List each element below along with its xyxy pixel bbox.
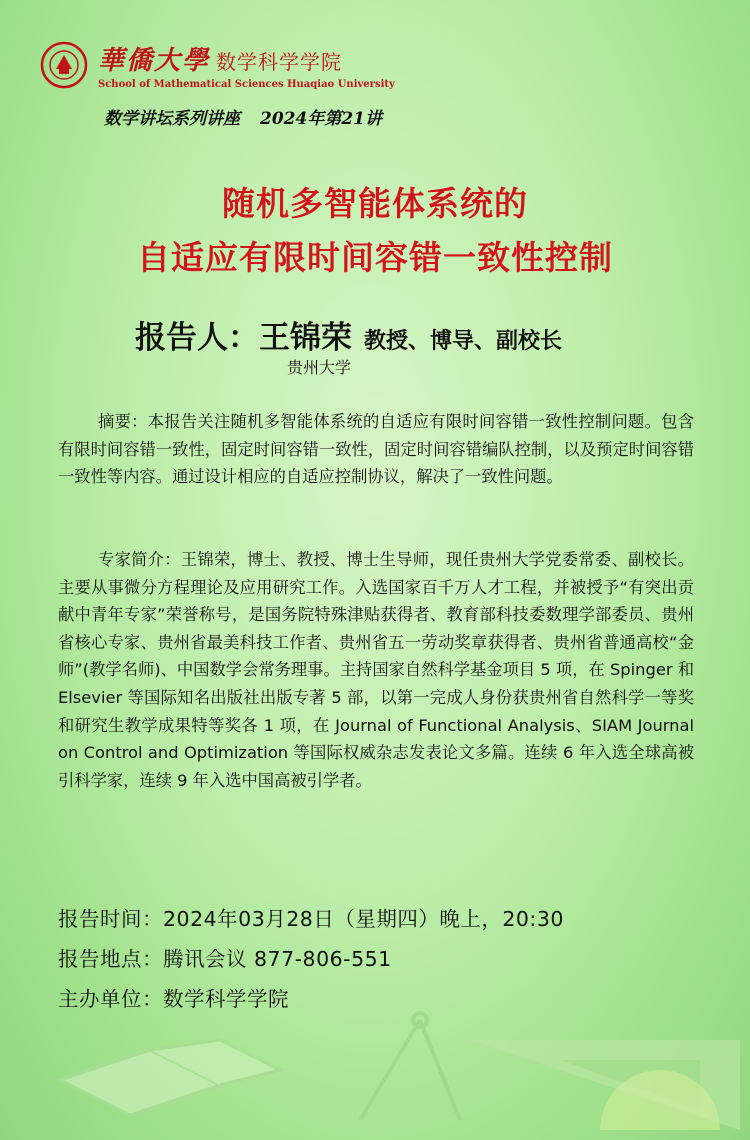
- compass-icon: [360, 1013, 460, 1120]
- university-name-cn: 華僑大學: [98, 46, 211, 76]
- talk-time: 报告时间：2024年03月28日（星期四）晚上，20:30: [58, 907, 564, 931]
- series-issue: 2024年第21讲: [260, 109, 382, 129]
- talk-title-line1: 随机多智能体系统的: [222, 184, 528, 223]
- speaker: [135, 312, 562, 357]
- open-book-icon: [60, 1040, 280, 1115]
- school-name-en: School of Mathematical Sciences Huaqiao University: [98, 79, 395, 90]
- university-seal-icon: [40, 41, 88, 89]
- talk-host: 主办单位：数学科学学院: [58, 987, 289, 1011]
- talk-place: 报告地点：腾讯会议 877-806-551: [58, 947, 392, 971]
- speaker-name: 报告人：王锦荣: [135, 320, 352, 356]
- series-name: 数学讲坛系列讲座: [104, 109, 240, 129]
- protractor-icon: [600, 1070, 720, 1130]
- speaker-titles: 教授、博导、副校长: [364, 329, 563, 354]
- talk-title-line2: 自适应有限时间容错一致性控制: [137, 238, 613, 277]
- set-square-icon: [470, 1040, 740, 1130]
- lecture-series: [104, 104, 402, 129]
- speaker-affiliation: 贵州大学: [287, 358, 352, 377]
- bio-paragraph: 专家简介：王锦荣，博士、教授、博士生导师，现任贵州大学党委常委、副校长。主要从事微分方程理论及应用研究工作。入选国家百千万人才工程，并被授予“有突出贡献中青年专家”荣誉称号，是国务院特殊津贴获得者、教育部科技委数理学部委员、贵州省核心专家、贵州省最美科技工作者、贵州省五一劳动奖章获得者、贵州省普通高校“金师”(教学名师)、中国数学会常务理事。主持国家自然科学基金项目 5 项，在 Spinger 和 Elsevier 等国际知名出版社出版专著 5 部，以第一完成人身份获贵州省自然科学一等奖和研究生教学成果特等奖各 1 项，在 Journal of Functional Analysis、SIAM Journal on Control and Optimization 等国际权威杂志发表论文多篇。连续 6 年入选全球高被引科学家，连续 9 年入选中国高被引学者。: [58, 550, 694, 790]
- school-name-cn: 数学科学学院: [216, 50, 343, 74]
- abstract-paragraph: 摘要：本报告关注随机多智能体系统的自适应有限时间容错一致性控制问题。包含有限时间容错一致性，固定时间容错一致性，固定时间容错编队控制，以及预定时间容错一致性等内容。通过设计相应的自适应控制协议，解决了一致性问题。: [58, 412, 694, 487]
- university-name: [98, 40, 395, 77]
- university-logo: [40, 40, 395, 90]
